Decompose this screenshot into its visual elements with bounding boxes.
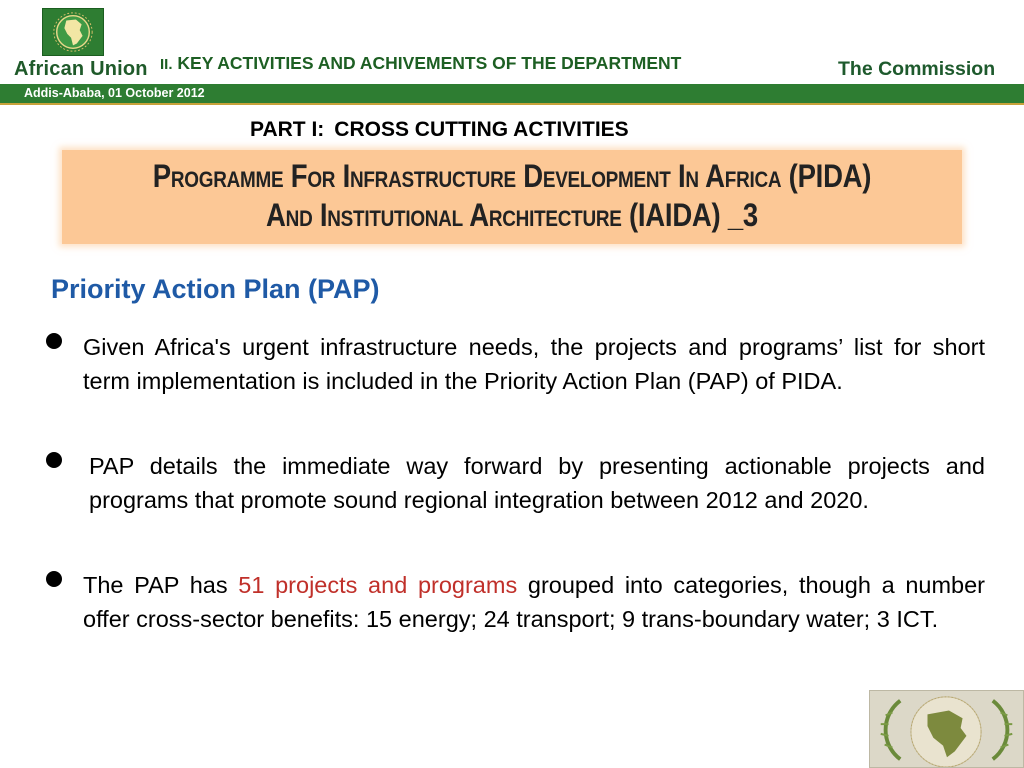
commission-label: The Commission <box>838 58 996 80</box>
department-title-text: KEY ACTIVITIES AND ACHIVEMENTS OF THE DEPARTMENT <box>177 53 682 73</box>
department-roman: II. <box>160 56 173 73</box>
bullet-text-3-post: grouped into categories, though a number offer cross-sector benefits: 15 energy; 24 transport; 9 trans-boundary water; 3 ICT. <box>83 572 986 632</box>
part-label: PART I: <box>250 118 325 141</box>
department-title <box>160 53 681 74</box>
header-bar-divider <box>0 103 1024 105</box>
organization-name: African Union <box>14 58 148 80</box>
bullet-icon <box>46 571 62 587</box>
bullet-text-1: Given Africa's urgent infrastructure needs, the projects and programs’ list for short term implementation is included in the Priority Action Plan (PAP) of PIDA. <box>83 334 985 394</box>
banner-line-1: Programme For Infrastructure Development In Africa (PIDA) <box>152 158 872 194</box>
bullet-icon <box>46 333 62 349</box>
african-union-emblem-icon <box>42 8 104 56</box>
african-union-seal-icon <box>869 690 1024 768</box>
section-title: Priority Action Plan (PAP) <box>51 274 380 304</box>
part-title-text: CROSS CUTTING ACTIVITIES <box>334 118 629 141</box>
bullet-icon <box>46 452 62 468</box>
banner-line-2: And Institutional Architecture (IAIDA) _3 <box>266 197 758 233</box>
bullet-text-3-pre: The PAP has <box>83 572 239 598</box>
bullet-text-2: PAP details the immediate way forward by presenting actionable projects and programs that promote sound regional integration between 2012 and 2020. <box>89 453 985 513</box>
bullet-text-3 <box>83 568 985 636</box>
header-date: Addis-Ababa, 01 October 2012 <box>24 86 205 100</box>
part-title <box>250 118 629 142</box>
bullet-text-3-highlight: 51 projects and programs <box>238 572 518 598</box>
title-banner <box>62 150 962 244</box>
